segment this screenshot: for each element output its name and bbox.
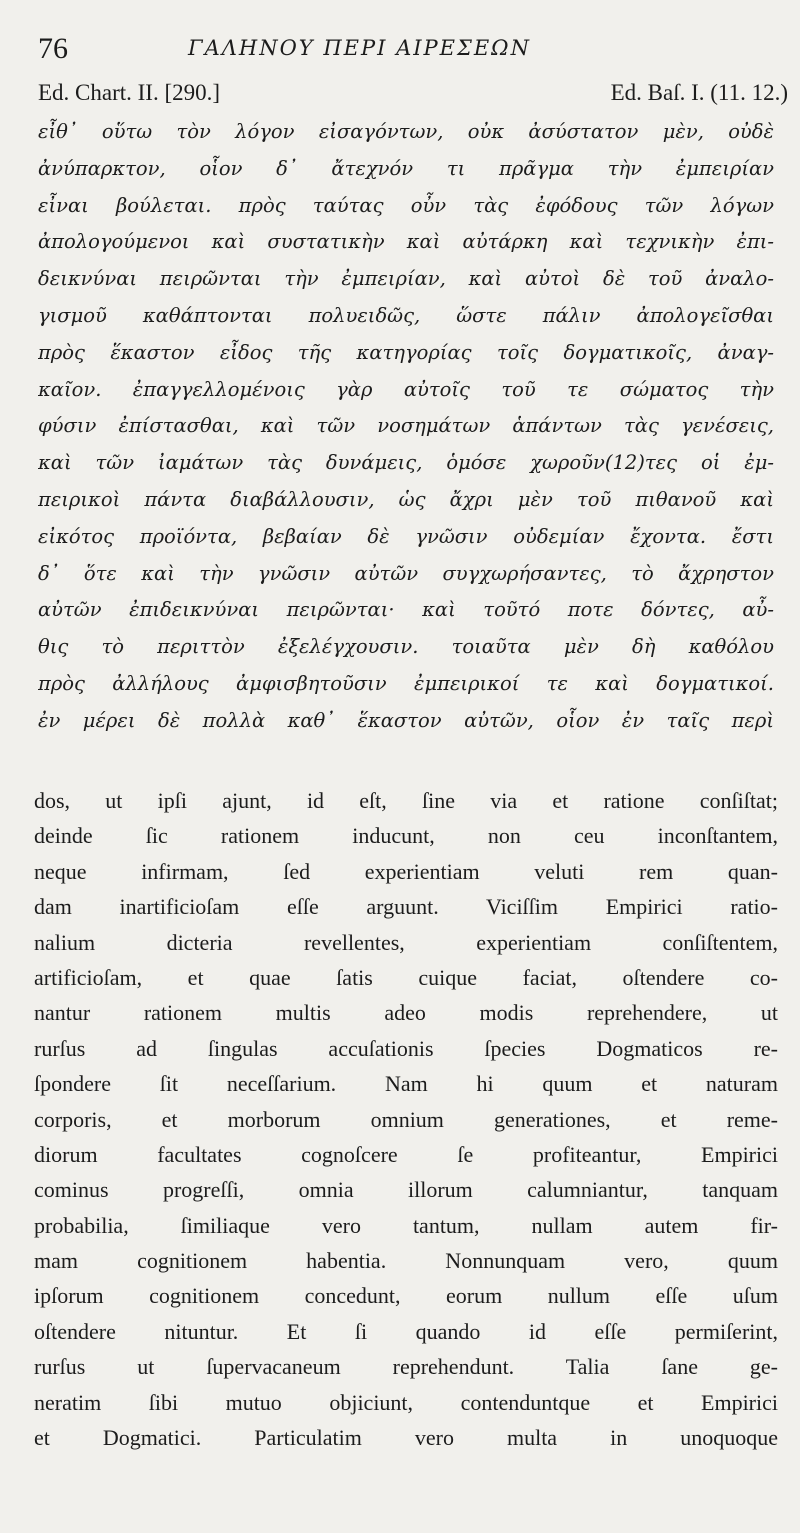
greek-line: πειρικοὶ πάντα διαβάλλουσιν, ὡς ἄχρι μὲν τοῦ πιθανοῦ καὶ xyxy=(38,487,774,511)
greek-line: καῖον. ἐπαγγελλομένοις γὰρ αὐτοῖς τοῦ τε σώματος τὴν xyxy=(38,377,774,401)
latin-line: ſpondere ſit neceſſarium. Nam hi quum et naturam xyxy=(34,1071,778,1097)
greek-line: ἐν μέρει δὲ πολλὰ καθ᾽ ἕκαστον αὐτῶν, οἷον ἐν ταῖς περὶ xyxy=(38,708,774,732)
latin-line: nalium dicteria revellentes, experientiam conſiſtentem, xyxy=(34,929,778,955)
page-title: ΓΑΛΗΝΟΥ ΠΕΡΙ ΑΙΡΕΣΕΩΝ xyxy=(188,36,531,60)
greek-line: εἰκότος προϊόντα, βεβαίαν δὲ γνῶσιν οὐδεμίαν ἔχοντα. ἔστι xyxy=(38,524,774,548)
greek-line: δεικνύναι πειρῶνται τὴν ἐμπειρίαν, καὶ αὐτοὶ δὲ τοῦ ἀναλο- xyxy=(38,267,774,291)
greek-line: ἀνύπαρκτον, οἷον δ᾽ ἄτεχνόν τι πρᾶγμα τὴν ἐμπειρίαν xyxy=(38,156,774,180)
greek-line: καὶ τῶν ἰαμάτων τὰς δυνάμεις, ὁμόσε χωροῦν(12)τες οἱ ἐμ- xyxy=(38,451,774,475)
latin-line: neratim ſibi mutuo objiciunt, contenduntque et Empirici xyxy=(34,1389,778,1415)
latin-line: corporis, et morborum omnium generationes, et reme- xyxy=(34,1106,778,1132)
greek-line: ἀπολογούμενοι καὶ συστατικὴν καὶ αὐτάρκη καὶ τεχνικὴν ἐπι- xyxy=(38,230,774,254)
latin-line: neque infirmam, ſed experientiam veluti rem quan- xyxy=(34,858,778,884)
running-head xyxy=(38,28,772,68)
latin-line: deinde ſic rationem inducunt, non ceu inconſtantem, xyxy=(34,823,778,849)
greek-line: γισμοῦ καθάπτονται πολυειδῶς, ὥστε πάλιν ἀπολογεῖσθαι xyxy=(38,303,774,327)
latin-line: mam cognitionem habentia. Nonnunquam vero, quum xyxy=(34,1248,778,1274)
latin-text-block xyxy=(34,783,778,1455)
greek-text-block xyxy=(38,114,774,740)
greek-line: πρὸς ἕκαστον εἶδος τῆς κατηγορίας τοῖς δογματικοῖς, ἀναγ- xyxy=(38,340,774,364)
greek-line: θις τὸ περιττὸν ἐξελέγχουσιν. τοιαῦτα μὲν δὴ καθόλου xyxy=(38,635,774,659)
latin-line: et Dogmatici. Particulatim vero multa in unoquoque xyxy=(34,1425,778,1451)
edition-reference-left: Ed. Chart. II. [290.] xyxy=(38,80,221,105)
latin-line: artificioſam, et quae ſatis cuique faciat, oſtendere co- xyxy=(34,964,778,990)
latin-line: nantur rationem multis adeo modis reprehendere, ut xyxy=(34,1000,778,1026)
greek-line: δ᾽ ὅτε καὶ τὴν γνῶσιν αὐτῶν συγχωρήσαντες, τὸ ἄχρηστον xyxy=(38,561,774,585)
latin-line: probabilia, ſimiliaque vero tantum, nullam autem fir- xyxy=(34,1212,778,1238)
greek-line: εἶναι βούλεται. πρὸς ταύτας οὖν τὰς ἐφόδους τῶν λόγων xyxy=(38,193,774,217)
latin-line: ipſorum cognitionem concedunt, eorum nullum eſſe uſum xyxy=(34,1283,778,1309)
latin-line: oſtendere nituntur. Et ſi quando id eſſe permiſerint, xyxy=(34,1318,778,1344)
latin-line: rurſus ad ſingulas accuſationis ſpecies Dogmaticos re- xyxy=(34,1035,778,1061)
greek-line: φύσιν ἐπίστασθαι, καὶ τῶν νοσημάτων ἁπάντων τὰς γενέσεις, xyxy=(38,414,774,438)
edition-reference-right: Ed. Baſ. I. (11. 12.) xyxy=(610,80,788,105)
edition-reference-line xyxy=(38,80,788,110)
latin-line: dam inartificioſam eſſe arguunt. Viciſſim Empirici ratio- xyxy=(34,894,778,920)
greek-line: πρὸς ἀλλήλους ἀμφισβητοῦσιν ἐμπειρικοί τε καὶ δογματικοί. xyxy=(38,671,774,695)
page-number: 76 xyxy=(38,32,68,65)
greek-line: αὐτῶν ἐπιδεικνύναι πειρῶνται· καὶ τοῦτό ποτε δόντες, αὖ- xyxy=(38,598,774,622)
latin-line: dos, ut ipſi ajunt, id eſt, ſine via et ratione conſiſtat; xyxy=(34,788,778,813)
latin-line: cominus progreſſi, omnia illorum calumniantur, tanquam xyxy=(34,1177,778,1203)
latin-line: diorum facultates cognoſcere ſe profiteantur, Empirici xyxy=(34,1141,778,1167)
latin-line: rurſus ut ſupervacaneum reprehendunt. Talia ſane ge- xyxy=(34,1354,778,1380)
greek-line: εἶθ᾽ οὕτω τὸν λόγον εἰσαγόντων, οὐκ ἀσύστατον μὲν, οὐδὲ xyxy=(38,120,774,143)
